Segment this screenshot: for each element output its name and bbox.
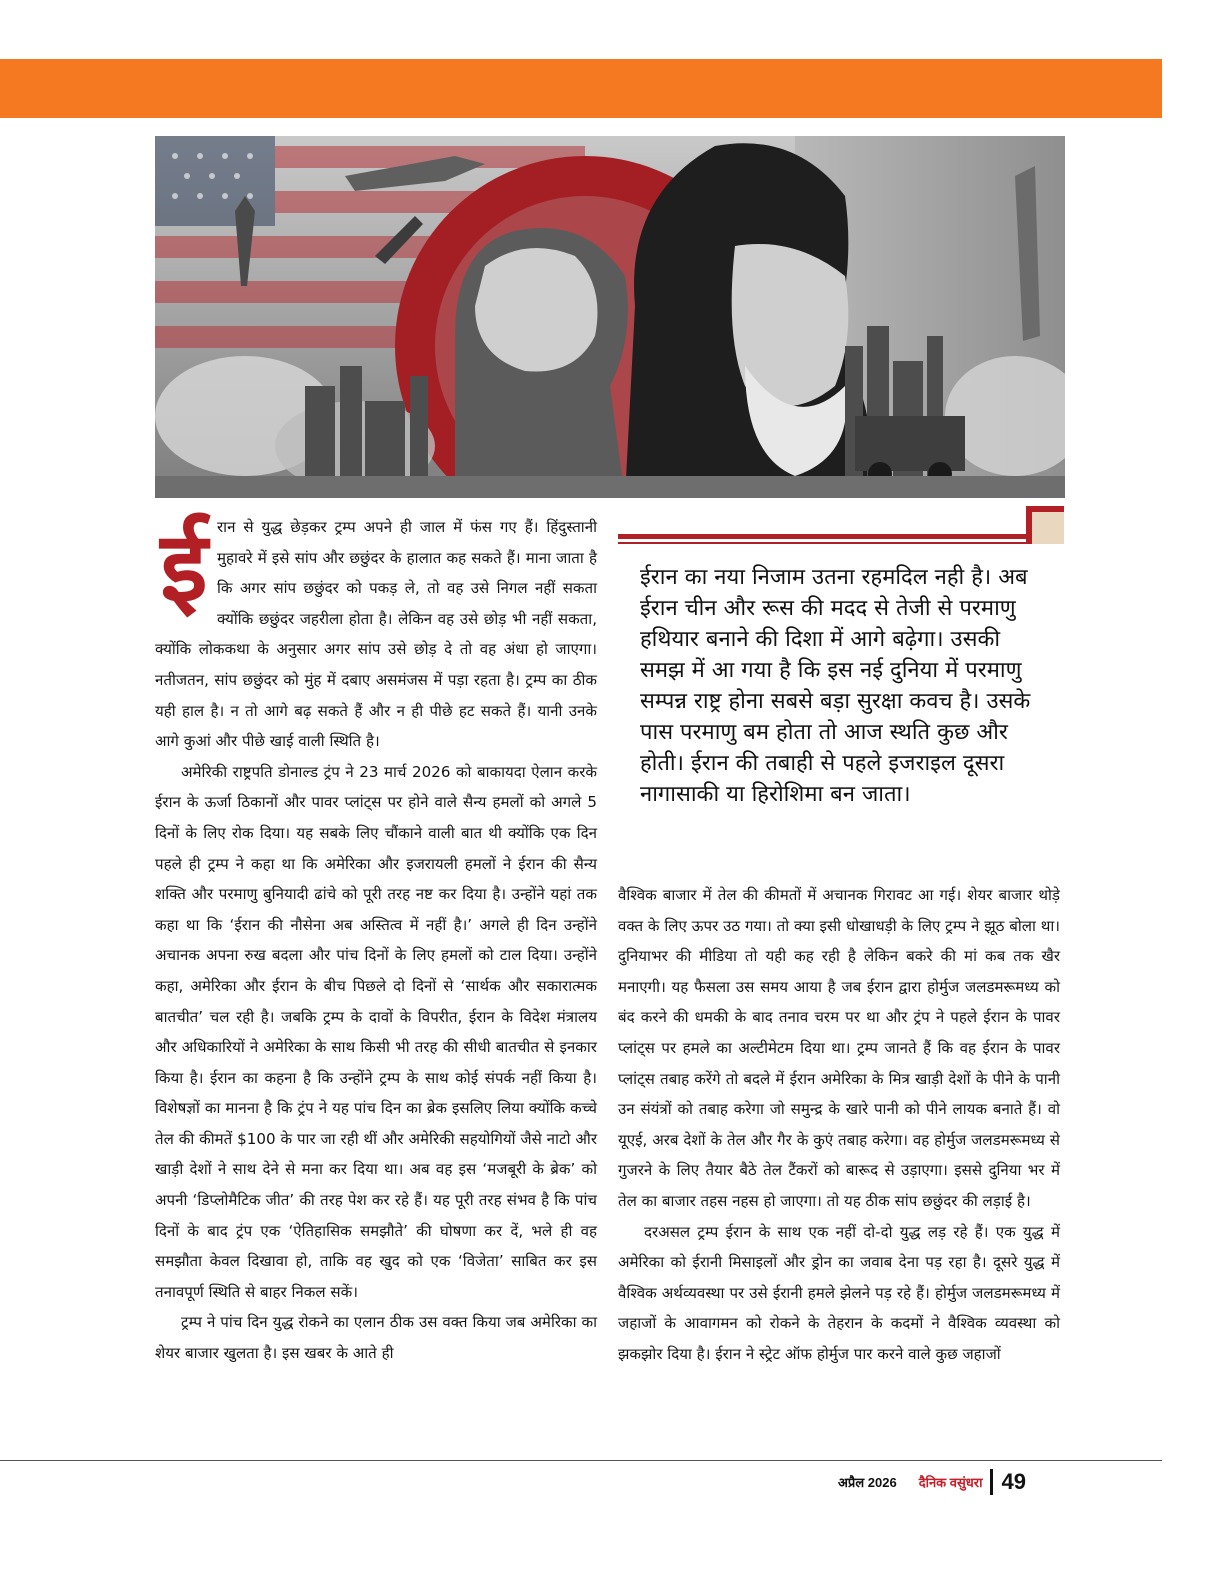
hero-illustration (155, 136, 1065, 498)
drop-cap: ई (160, 510, 208, 623)
pull-quote-rule (618, 526, 1038, 548)
article-paragraph: दरअसल ट्रम्प ईरान के साथ एक नहीं दो-दो युद्ध लड़ रहे हैं। एक युद्ध में अमेरिका को ईरानी मिसाइलों और ड्रोन का जवाब देना पड़ रहा है। दूसरे युद्ध में वैश्विक अर्थव्यवस्था पर उसे ईरानी हमले झेलने पड़ रहे हैं। होर्मुज जलडमरूमध्य में जहाजों के आवागमन को रोकने के तेहरान के कदमों ने वैश्विक व्यवस्था को झकझोर दिया है। ईरान ने स्ट्रेट ऑफ होर्मुज पार करने वाले कुछ जहाजों (618, 1222, 1060, 1363)
article-paragraph: अमेरिकी राष्ट्रपति डोनाल्ड ट्रंप ने 23 मार्च 2026 को बाकायदा ऐलान करके ईरान के ऊर्जा ठिकानों और पावर प्लांट्स पर होने वाले सैन्य हमलों को अगले 5 दिनों के लिए रोक दिया। यह सबके लिए चौंकाने वाली बात थी क्योंकि एक दिन पहले ही ट्रम्प ने कहा था कि अमेरिका और इजरायली हमलों ने ईरान की सैन्य शक्ति और परमाणु बुनियादी ढांचे को पूरी तरह नष्ट कर दिया है। उन्होंने यहां तक कहा था कि ‘ईरान की नौसेना अब अस्तित्व में नहीं है।’ अगले ही दिन उन्होंने अचानक अपना रुख बदला और पांच दिनों के लिए हमलों को टाल दिया। उन्होंने कहा, अमेरिका और ईरान के बीच पिछले दो दिनों से ‘सार्थक और सकारात्मक बातचीत’ चल रही है। जबकि ट्रम्प के दावों के विपरीत, ईरान के विदेश मंत्रालय और अधिकारियों ने अमेरिका के साथ किसी भी तरह की सीधी बातचीत से इनकार किया है। ईरान का कहना है कि उन्होंने ट्रम्प के साथ कोई संपर्क नहीं किया है। विशेषज्ञों का मानना है कि ट्रंप ने यह पांच दिन का ब्रेक इसलिए लिया क्योंकि कच्चे तेल की कीमतें $100 के पार जा रही थीं और अमेरिकी सहयोगियों जैसे नाटो और खाड़ी देशों ने साथ देने से मना कर दिया था। अब वह इस ‘मजबूरी के ब्रेक’ को अपनी ‘डिप्लोमैटिक जीत’ की तरह पेश कर रहे हैं। यह पूरी तरह संभव है कि पांच दिनों के बाद ट्रंप एक ‘ऐतिहासिक समझौते’ की घोषणा कर दें, भले ही वह समझौता केवल दिखावा हो, ताकि वह खुद को एक ‘विजेता’ साबित कर इस तनावपूर्ण स्थिति से बाहर निकल सकें। (155, 762, 597, 1301)
article-paragraph (155, 512, 597, 757)
pull-quote-corner-ornament (1026, 506, 1064, 544)
article-paragraph-text: रान से युद्ध छेड़कर ट्रम्प अपने ही जाल में फंस गए हैं। हिंदुस्तानी मुहावरे में इसे सांप और छछुंदर के हालात कह सकते हैं। माना जाता है कि अगर सांप छछुंदर को पकड़ ले, तो वह उसे निगल नहीं सकता क्योंकि छछुंदर जहरीला होता है। लेकिन वह उसे छोड़ भी नहीं सकता, क्योंकि लोककथा के अनुसार अगर सांप उसे छोड़ दे तो वह अंधा हो जाएगा। नतीजतन, सांप छछुंदर को मुंह में दबाए असमंजस में पड़ा रहता है। ट्रम्प का ठीक यही हाल है। न तो आगे बढ़ सकते हैं और न ही पीछे हट सकते हैं। यानी उनके आगे कुआं और पीछे खाई वाली स्थिति है। (155, 518, 597, 751)
article-column-right (618, 880, 1060, 1370)
hero-collage-image (155, 136, 1065, 498)
article-paragraph: ट्रम्प ने पांच दिन युद्ध रोकने का एलान ठीक उस वक्त किया जब अमेरिका का शेयर बाजार खुलता है। इस खबर के आते ही (155, 1313, 597, 1363)
pull-quote (618, 506, 1064, 846)
article-column-left (155, 512, 597, 1369)
publication-logo: दैनिक वसुंधरा (918, 1475, 983, 1490)
issue-date: अप्रैल 2026 (838, 1475, 897, 1490)
page-footer (838, 1467, 1026, 1497)
header-band (0, 59, 1162, 118)
pull-quote-text: ईरान का नया निजाम उतना रहमदिल नही है। अब ईरान चीन और रूस की मदद से तेजी से परमाणु हथियार बनाने की दिशा में आगे बढ़ेगा। उसकी समझ में आ गया है कि इस नई दुनिया में परमाणु सम्पन्न राष्ट्र होना सबसे बड़ा सुरक्षा कवच है। उसके पास परमाणु बम होता तो आज स्थति कुछ और होती। ईरान की तबाही से पहले इजराइल दूसरा नागासाकी या हिरोशिमा बन जाता। (640, 565, 1031, 807)
page-number: 49 (1001, 1469, 1026, 1494)
footer-divider (0, 1460, 1162, 1461)
article-paragraph: वैश्विक बाजार में तेल की कीमतों में अचानक गिरावट आ गई। शेयर बाजार थोड़े वक्त के लिए ऊपर उठ गया। तो क्या इसी धोखाधड़ी के लिए ट्रम्प ने झूठ बोला था। दुनियाभर की मीडिया तो यही कह रही है लेकिन बकरे की मां कब तक खैर मनाएगी। यह फैसला उस समय आया है जब ईरान द्वारा होर्मुज जलडमरूमध्य को बंद करने की धमकी के बाद तनाव चरम पर था और ट्रंप ने पहले ईरान के पावर प्लांट्स पर हमले का अल्टीमेटम दिया था। ट्रम्प जानते हैं कि वह ईरान के पावर प्लांट्स तबाह करेंगे तो बदले में ईरान अमेरिका के मित्र खाड़ी देशों के पीने के पानी उन संयंत्रों को तबाह करेगा जो समुन्द्र के खारे पानी को पीने लायक बनाते हैं। वो यूएई, अरब देशों के तेल और गैर के कुएं तबाह करेगा। वह होर्मुज जलडमरूमध्य से गुजरने के लिए तैयार बैठे तेल टैंकरों को बारूद से उड़ाएगा। इससे दुनिया भर में तेल का बाजार तहस नहस हो जाएगा। तो यह ठीक सांप छछुंदर की लड़ाई है। (618, 886, 1060, 1210)
footer-separator (990, 1469, 993, 1495)
